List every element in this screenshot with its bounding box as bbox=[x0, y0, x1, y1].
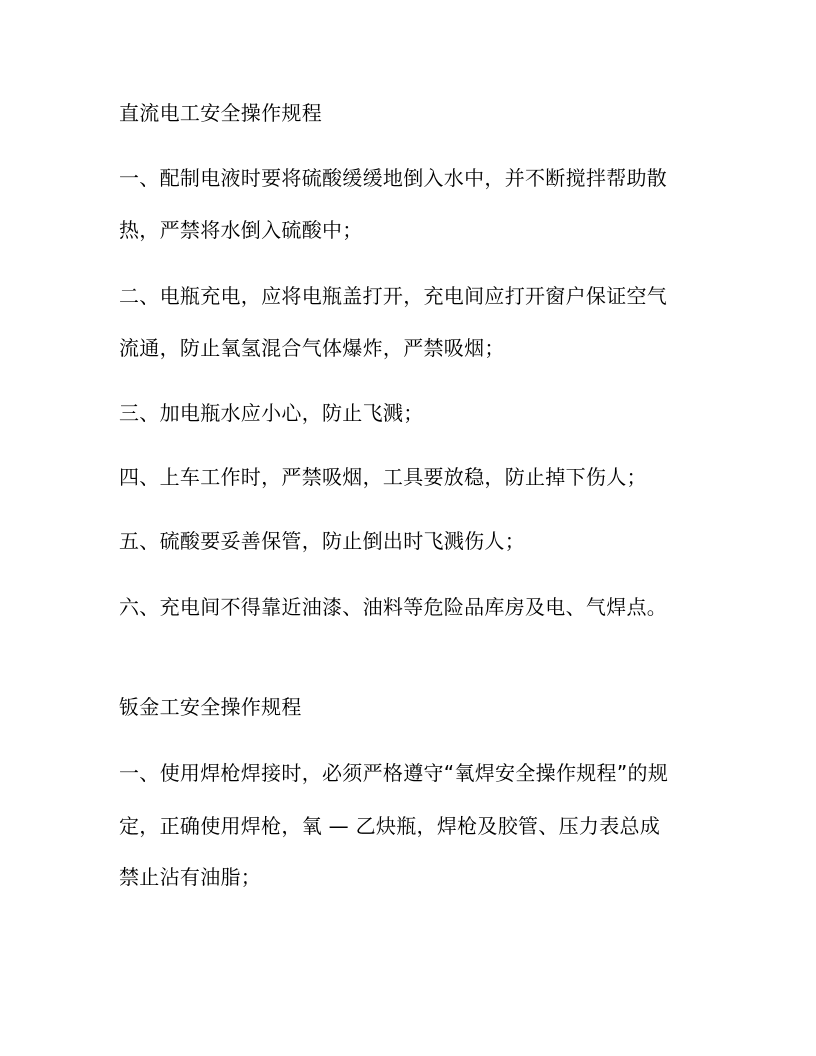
paragraph-line: 五、硫酸要妥善保管，防止倒出时飞溅伤人； bbox=[119, 529, 525, 553]
paragraph-line: 三、加电瓶水应小心，防止飞溅； bbox=[119, 401, 424, 425]
paragraph-line: 热，严禁将水倒入硫酸中； bbox=[119, 218, 363, 242]
paragraph-line: 一、使用焊枪焊接时，必须严格遵守“氧焊安全操作规程”的规 bbox=[119, 761, 669, 785]
paragraph-line: 二、电瓶充电，应将电瓶盖打开，充电间应打开窗户保证空气 bbox=[119, 284, 668, 308]
paragraph-line: 六、充电间不得靠近油漆、油料等危险品库房及电、气焊点。 bbox=[119, 595, 668, 619]
paragraph-line: 四、上车工作时，严禁吸烟，工具要放稳，防止掉下伤人； bbox=[119, 465, 647, 489]
paragraph-line: 流通，防止氧氢混合气体爆炸，严禁吸烟； bbox=[119, 336, 505, 360]
paragraph-line: 一、配制电液时要将硫酸缓缓地倒入水中，并不断搅拌帮助散 bbox=[119, 166, 668, 190]
section-heading-sheet-metal: 钣金工安全操作规程 bbox=[119, 695, 302, 719]
section-heading-dc-electrician: 直流电工安全操作规程 bbox=[119, 101, 322, 125]
paragraph-line: 定，正确使用焊枪，氧 — 乙炔瓶，焊枪及胶管、压力表总成 bbox=[119, 814, 661, 838]
paragraph-line: 禁止沾有油脂； bbox=[119, 865, 262, 889]
